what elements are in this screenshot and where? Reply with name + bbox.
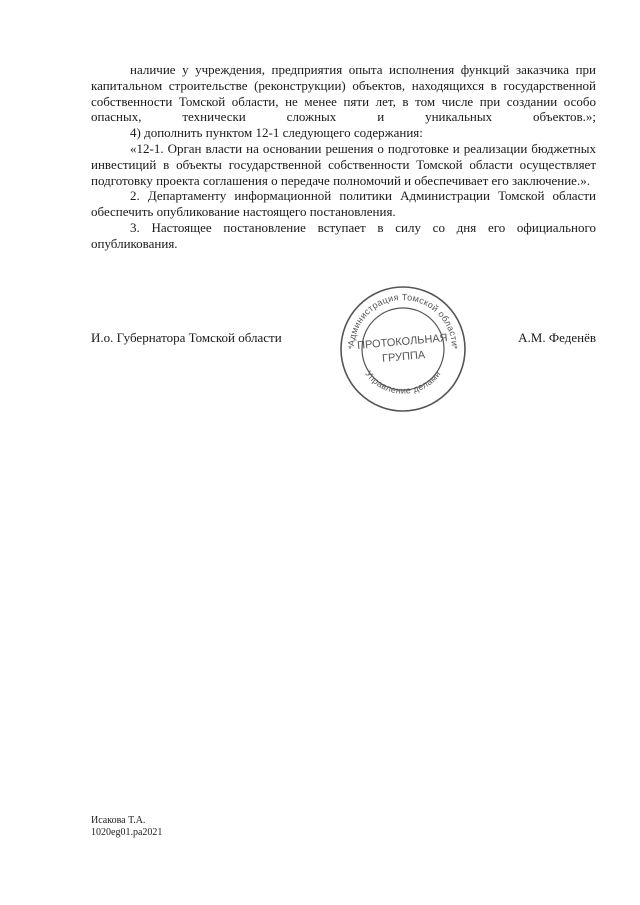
document-footer — [91, 815, 162, 839]
paragraph-publication-order: 2. Департаменту информационной политики Администрации Томской области обеспечить опубликование настоящего постановления. — [91, 188, 596, 220]
document-body — [91, 62, 596, 252]
paragraph-effective-date: 3. Настоящее постановление вступает в силу со дня его официального опубликования. — [91, 219, 596, 251]
footer-file-code: 1020eg01.pa2021 — [91, 827, 163, 838]
paragraph-point-12-1: «12-1. Орган власти на основании решения о подготовке и реализации бюджетных инвестиций в объекты государственной собственности Томской области осуществляет подготовку проекта соглашения о передаче полномочий и обеспечивает его заключение.». — [91, 140, 596, 188]
stamp-star-left: * — [348, 344, 352, 354]
stamp-line-2: ГРУППА — [381, 349, 426, 365]
paragraph-contract-experience: наличие у учреждения, предприятия опыта исполнения функций заказчика при капитальном строительстве (реконструкции) объектов, находящихся в государственной собственности Томской области, не менее пяти лет, в том числе при создании особо опасных, технически сложных и уникальных объектов.»; — [91, 62, 596, 125]
protocol-group-stamp — [338, 284, 468, 414]
stamp-bottom-text: Управление делами — [363, 368, 443, 396]
footer-author: Исакова Т.А. — [91, 815, 146, 826]
stamp-line-1: ПРОТОКОЛЬНАЯ — [356, 332, 449, 352]
stamp-ring-text: Администрация Томской области — [346, 291, 460, 347]
signatory-position: И.о. Губернатора Томской области — [91, 330, 282, 345]
signatory-name: А.М. Феденёв — [518, 330, 596, 345]
stamp-star-right: * — [454, 344, 458, 354]
paragraph-item-4: 4) дополнить пунктом 12-1 следующего содержания: — [130, 125, 423, 141]
